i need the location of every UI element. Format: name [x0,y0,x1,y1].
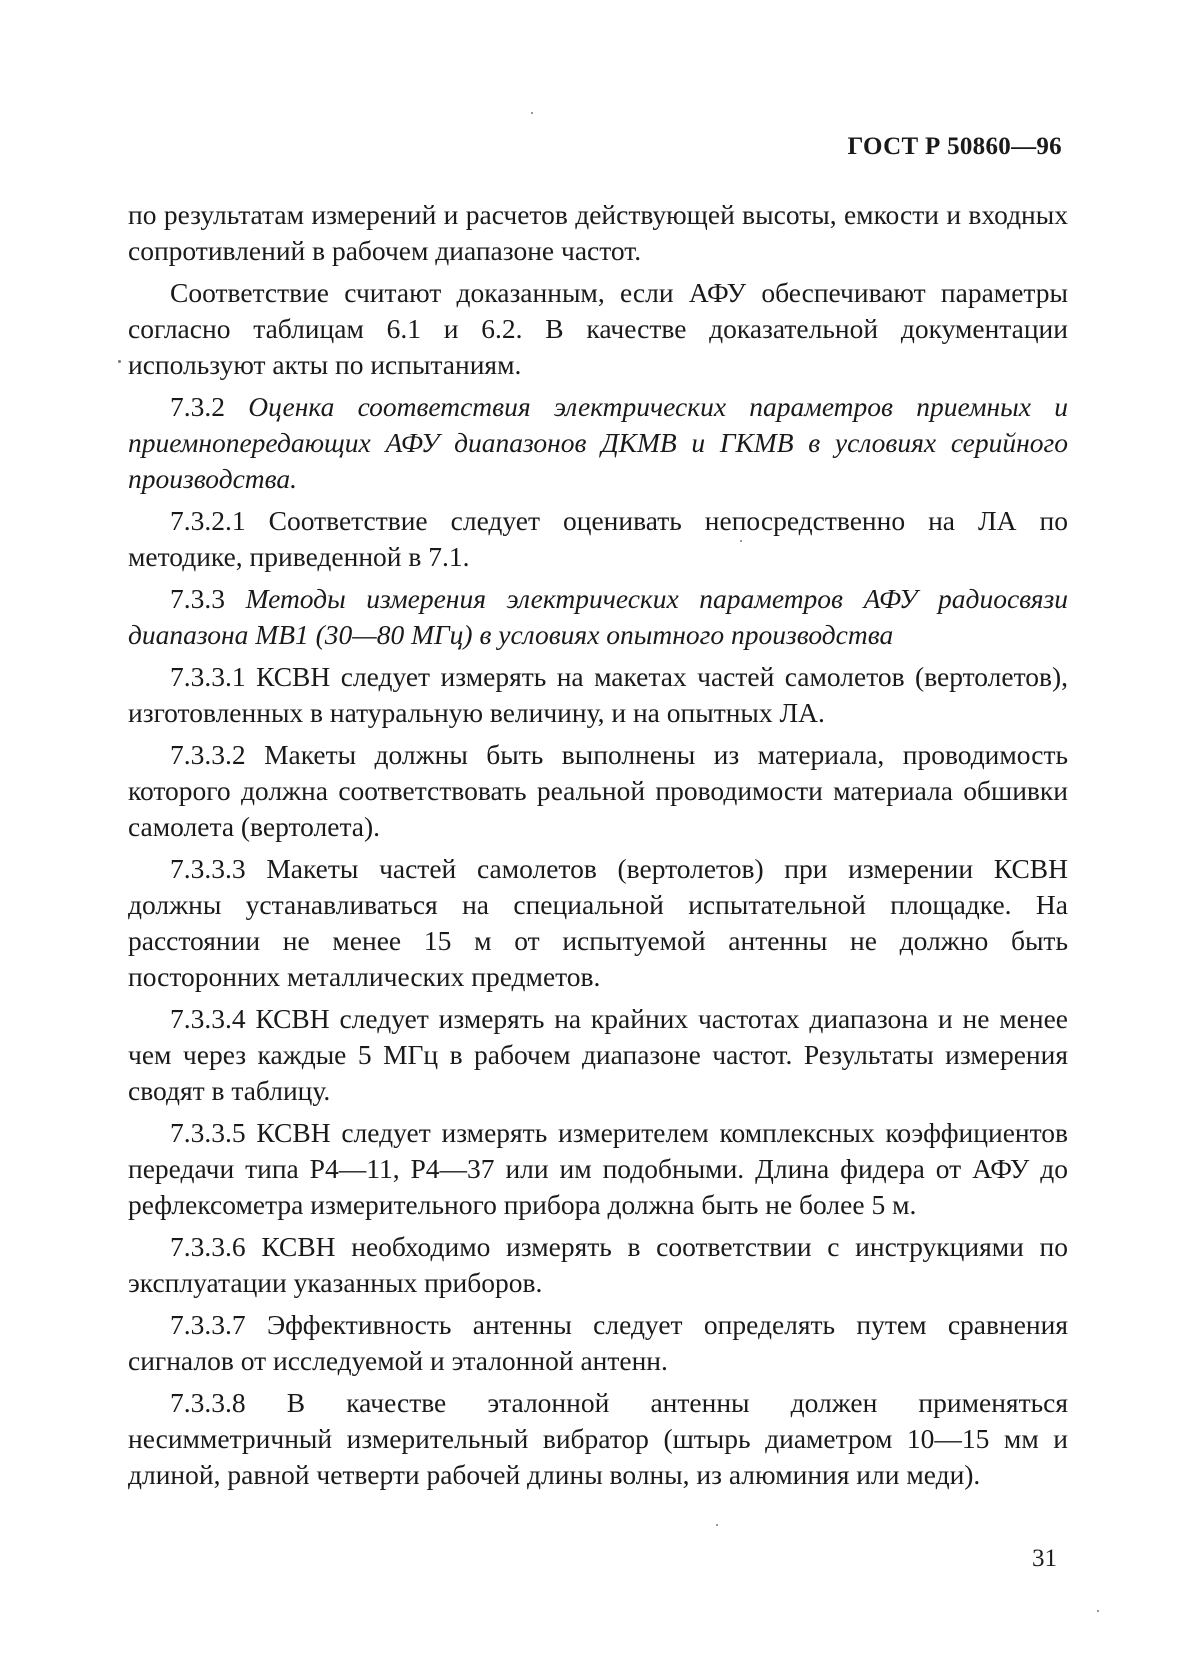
clause-number: 7.3.3 [170,583,246,614]
paragraph-conformity [128,275,1068,383]
clause-heading: Методы измерения электрических параметров АФУ радиосвязи диапазона МВ1 (30—80 МГц) в условиях опытного производства [128,583,1068,650]
clause-text: Макеты должны быть выполнены из материала, проводимость которого должна соответствовать реальной проводимости материала обшивки самолета (вертолета). [128,739,1069,842]
clause-7-3-3-7 [128,1307,1068,1379]
body-text [128,197,1068,1499]
clause-text: КСВН следует измерять на крайних частотах диапазона и не менее чем через каждые 5 МГц в рабочем диапазоне частот. Результаты измерения сводят в таблицу. [128,1003,1068,1106]
scan-speck [118,360,121,363]
clause-number: 7.3.3.1 [170,661,257,692]
clause-7-3-3-4 [128,1001,1068,1109]
scan-speck [531,112,533,114]
clause-text: Соответствие следует оценивать непосредственно на ЛА по методике, приведенной в 7.1. [128,505,1068,572]
clause-7-3-3-5 [128,1115,1068,1223]
clause-number: 7.3.3.3 [170,853,267,884]
clause-text: Макеты частей самолетов (вертолетов) при измерении КСВН должны устанавливаться на специальной испытательной площадке. На расстоянии не менее 15 м от испытуемой антенны не должно быть посторонних металлических предметов. [128,853,1068,992]
clause-number: 7.3.3.7 [170,1309,267,1340]
clause-text: КСВН следует измерять измерителем комплексных коэффициентов передачи типа Р4—11, Р4—37 или им подобными. Длина фидера от АФУ до рефлексометра измерительного прибора должна быть не более 5 м. [128,1117,1069,1220]
paragraph-text: по результатам измерений и расчетов действующей высоты, емкости и входных сопротивлений в рабочем диапазоне частот. [128,199,1068,266]
scan-speck [716,1524,718,1526]
clause-number: 7.3.3.8 [170,1387,287,1418]
clause-number: 7.3.3.5 [170,1117,257,1148]
paragraph-continuation [128,197,1068,269]
clause-number: 7.3.3.6 [170,1231,262,1262]
clause-7-3-3-1 [128,659,1068,731]
clause-number: 7.3.2.1 [170,505,269,536]
clause-text: В качестве эталонной антенны должен применяться несимметричный измерительный вибратор (штырь диаметром 10—15 мм и длиной, равной четверти рабочей длины волны, из алюминия или меди). [128,1387,1068,1490]
clause-number: 7.3.3.4 [170,1003,256,1034]
standard-header: ГОСТ Р 50860—96 [847,133,1062,160]
clause-heading: Оценка соответствия электрических параметров приемных и приемнопередающих АФУ диапазонов ДКМВ и ГКМВ в условиях серийного производства. [128,391,1068,494]
scan-speck [1097,1610,1099,1612]
clause-text: КСВН следует измерять на макетах частей самолетов (вертолетов), изготовленных в натуральную величину, и на опытных ЛА. [128,661,1068,728]
clause-7-3-2 [128,389,1068,497]
page-number: 31 [1032,1545,1057,1572]
clause-number: 7.3.2 [170,391,249,422]
clause-7-3-3-8 [128,1385,1068,1493]
clause-7-3-3 [128,581,1068,653]
clause-number: 7.3.3.2 [170,739,265,770]
paragraph-text: Соответствие считают доказанным, если АФУ обеспечивают параметры согласно таблицам 6.1 и 6.2. В качестве доказательной документации используют акты по испытаниям. [128,277,1068,380]
clause-7-3-3-3 [128,851,1068,995]
clause-7-3-3-2 [128,737,1068,845]
clause-text: КСВН необходимо измерять в соответствии с инструкциями по эксплуатации указанных приборов. [128,1231,1069,1298]
clause-text: Эффективность антенны следует определять путем сравнения сигналов от исследуемой и эталонной антенн. [128,1309,1068,1376]
clause-7-3-3-6 [128,1229,1068,1301]
scan-speck [740,540,742,542]
clause-7-3-2-1 [128,503,1068,575]
